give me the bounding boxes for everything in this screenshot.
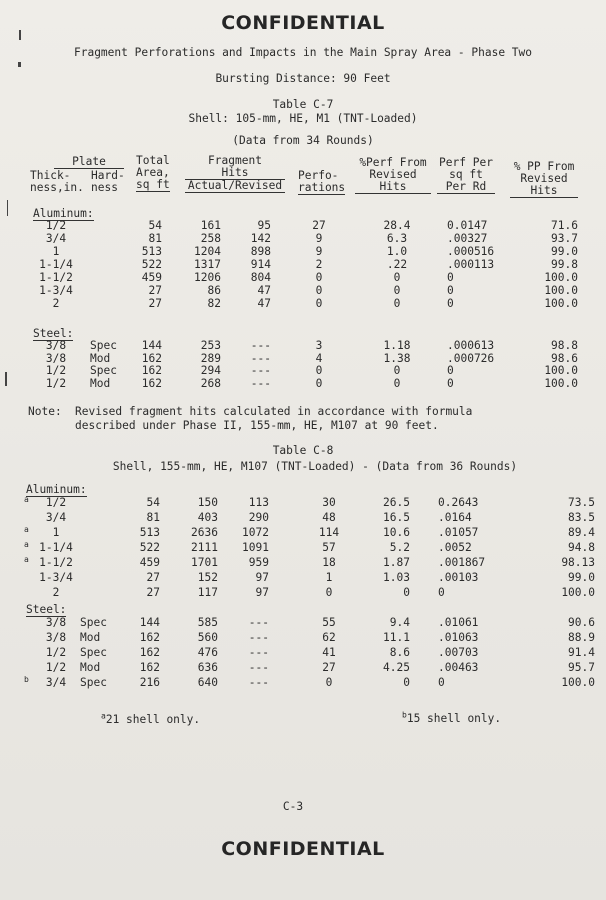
table-row [0,647,606,659]
table-c7-aluminum-label: Aluminum: [33,207,94,220]
percent-pp-cell: 89.4 [568,526,595,539]
actual-hits-cell: 1701 [191,556,218,569]
hardness-cell: Spec [90,364,117,377]
table-row [0,512,606,524]
area-cell: 27 [146,571,160,584]
actual-hits-cell: 640 [197,676,218,689]
area-cell: 162 [139,646,160,659]
perforations-cell: 0 [315,284,323,297]
percent-pp-cell: 83.5 [568,511,595,524]
revised-hits-cell: --- [248,661,269,674]
percent-perf-cell: 0 [393,297,401,310]
table-row [0,340,606,352]
footnote-mark: b [24,675,29,684]
thickness-cell: 2 [52,297,60,310]
percent-perf-cell: 5.2 [389,541,410,554]
hardness-cell: Spec [90,339,117,352]
table-row [0,259,606,271]
percent-pp-cell: 98.13 [561,556,595,569]
perforations-cell: 55 [322,616,336,629]
actual-hits-cell: 161 [200,219,221,232]
bursting-distance: Bursting Distance: 90 Feet [215,72,391,85]
thickness-cell: 1-1/2 [39,271,73,284]
revised-hits-cell: 290 [248,511,269,524]
perf-per-sqft-header: Perf Per sq ft Per Rd [437,157,495,194]
table-row [0,233,606,245]
thickness-cell: 1-3/4 [39,284,73,297]
note-line-2: described under Phase II, 155-mm, HE, M107 at 90 feet. [75,419,439,432]
percent-perf-cell: 1.38 [383,351,411,365]
revised-hits-cell: 47 [257,284,271,297]
page-number: C-3 [282,800,304,813]
actual-hits-cell: 268 [200,376,221,390]
table-row [0,220,606,232]
table-row [0,587,606,599]
table-row [0,365,606,377]
thickness-cell: 3/4 [45,232,67,245]
percent-perf-cell: 0 [393,284,401,297]
perforations-cell: 2 [315,258,323,271]
table-c7-shell: Shell: 105-mm, HE, M1 (TNT-Loaded) [188,112,418,125]
actual-hits-cell: 585 [197,616,218,629]
table-row [0,246,606,258]
revised-hits-cell: --- [250,339,271,352]
table-row [0,677,606,689]
revised-hits-cell: --- [248,631,269,644]
perf-per-sqft-cell: .00103 [438,571,479,584]
perforations-cell: 114 [318,526,340,539]
perforations-cell: 18 [322,556,336,569]
perforations-cell: 9 [315,245,323,258]
table-row [0,272,606,284]
perf-per-sqft-cell: .01061 [438,616,479,629]
area-cell: 162 [139,631,160,644]
percent-pp-cell: 100.0 [544,271,578,284]
thickness-header: Thick- ness,in. [30,169,84,194]
perf-per-sqft-cell: .000613 [447,339,495,352]
hardness-header: Hard- ness [91,169,125,194]
perf-per-sqft-cell: .000113 [447,258,495,271]
table-row [0,353,606,365]
perf-per-sqft-cell: 0 [447,364,454,377]
footnote-mark: a [24,540,29,549]
perforations-cell: 3 [315,339,323,352]
area-cell: 162 [141,364,162,377]
table-c8-name: Table C-8 [272,444,334,457]
area-cell: 81 [146,511,160,524]
area-cell: 216 [139,676,160,689]
perf-per-sqft-cell: .0164 [438,511,472,524]
thickness-cell: 1/2 [45,376,67,390]
thickness-cell: 1-1/4 [39,258,73,271]
area-cell: 513 [141,245,162,258]
thickness-cell: 2 [52,586,60,599]
perforations-cell: 57 [322,541,336,554]
revised-hits-cell: 914 [250,258,271,271]
percent-pp-header: % PP From Revised Hits [510,161,578,198]
area-cell: 27 [146,586,160,599]
perf-per-sqft-cell: .0052 [438,541,472,554]
table-c7-name: Table C-7 [272,98,334,111]
perf-per-sqft-cell: .00327 [447,232,488,245]
perf-per-sqft-cell: 0 [438,586,445,599]
fragment-hits-header: Fragment Hits Actual/Revised [185,155,285,193]
thickness-cell: 1-1/4 [39,541,73,554]
revised-hits-cell: 97 [255,571,269,584]
hardness-cell: Mod [90,351,111,365]
confidential-footer: CONFIDENTIAL [221,838,385,860]
percent-perf-cell: 9.4 [389,616,410,629]
hardness-cell: Spec [80,646,107,659]
hardness-cell: Spec [80,616,107,629]
perforations-cell: 41 [322,646,336,659]
footnote-a: $^a$21 shell only. [101,711,201,726]
area-cell: 522 [139,541,160,554]
actual-hits-cell: 289 [200,351,221,365]
confidential-header: CONFIDENTIAL [221,12,385,34]
perforations-cell: 62 [322,631,336,644]
percent-pp-cell: 88.9 [568,631,595,644]
actual-hits-cell: 403 [197,511,218,524]
perforations-cell: 9 [315,232,323,245]
percent-pp-cell: 100.0 [544,364,578,377]
actual-hits-cell: 253 [200,339,221,352]
percent-pp-cell: 100.0 [561,676,595,689]
perforations-cell: 0 [315,364,323,377]
percent-perf-cell: .22 [386,258,408,271]
thickness-cell: 1/2 [45,496,67,509]
revised-hits-cell: 142 [250,232,271,245]
thickness-cell: 3/8 [45,339,67,352]
percent-perf-cell: 8.6 [389,646,410,659]
note-line-1: Revised fragment hits calculated in accordance with formula [75,405,473,418]
area-cell: 162 [141,376,162,390]
percent-perf-cell: 0 [403,586,410,599]
revised-hits-cell: 804 [250,271,271,284]
percent-pp-cell: 99.0 [551,245,578,258]
percent-pp-cell: 99.0 [568,571,595,584]
area-cell: 144 [139,616,160,629]
perforations-cell: 27 [312,219,326,232]
actual-hits-cell: 82 [207,297,221,310]
plate-header: Plate [54,156,124,169]
percent-perf-cell: 28.4 [383,219,411,232]
document-title: Fragment Perforations and Impacts in the Main Spray Area - Phase Two [73,46,532,59]
area-cell: 27 [148,284,162,297]
revised-hits-cell: 959 [248,556,269,569]
percent-pp-cell: 91.4 [568,646,595,659]
percent-perf-header: %Perf From Revised Hits [355,157,431,194]
actual-hits-cell: 1204 [194,245,221,258]
percent-pp-cell: 93.7 [551,232,578,245]
binder-mark [7,200,8,216]
percent-perf-cell: 11.1 [383,631,410,644]
area-cell: 513 [139,526,160,539]
area-cell: 459 [139,556,160,569]
table-c8-aluminum-label: Aluminum: [26,483,87,496]
actual-hits-cell: 2111 [191,541,218,554]
perforations-cell: 27 [322,661,336,674]
footnote-b: $^b$15 shell only. [402,710,502,725]
table-row [0,497,606,509]
percent-perf-cell: 1.87 [383,556,410,569]
actual-hits-cell: 636 [197,661,218,674]
percent-perf-cell: 10.6 [383,526,410,539]
actual-hits-cell: 294 [200,364,221,377]
percent-pp-cell: 71.6 [551,219,578,232]
perforations-cell: 4 [315,351,323,365]
table-c8-steel-label: Steel: [26,603,67,616]
percent-pp-cell: 95.7 [568,661,595,674]
note-label: Note: [28,405,62,418]
actual-hits-cell: 86 [207,284,221,297]
table-row [0,527,606,539]
thickness-cell: 1 [52,245,60,258]
thickness-cell: 3/8 [45,616,67,629]
perf-per-sqft-cell: .001867 [438,556,486,569]
thickness-cell: 1 [52,526,60,539]
perforations-cell: 0 [325,586,333,599]
hardness-cell: Mod [80,661,101,674]
perf-per-sqft-cell: 0 [447,284,454,297]
area-cell: 81 [148,232,162,245]
area-cell: 162 [139,661,160,674]
hardness-cell: Mod [80,631,101,644]
table-c7-steel-label: Steel: [33,327,74,340]
actual-hits-cell: 258 [200,232,221,245]
percent-perf-cell: 26.5 [383,496,410,509]
thickness-cell: 1/2 [45,646,67,659]
perforations-cell: 0 [325,676,333,689]
actual-hits-cell: 150 [197,496,218,509]
perf-per-sqft-cell: 0 [438,676,445,689]
perf-per-sqft-cell: .01057 [438,526,479,539]
perf-per-sqft-cell: 0 [447,297,454,310]
perforations-cell: 0 [315,297,323,310]
table-row [0,632,606,644]
perf-per-sqft-cell: .000726 [447,351,495,365]
revised-hits-cell: 97 [255,586,269,599]
area-cell: 522 [141,258,162,271]
percent-pp-cell: 99.8 [551,258,578,271]
percent-perf-cell: 0 [393,271,401,284]
thickness-cell: 1/2 [45,661,67,674]
perforations-header: Perfo- rations [298,169,346,194]
table-row [0,617,606,629]
revised-hits-cell: 95 [257,219,271,232]
thickness-cell: 3/8 [45,631,67,644]
table-row [0,285,606,297]
perf-per-sqft-cell: 0.2643 [438,496,479,509]
revised-hits-cell: 47 [257,297,271,310]
table-c7-rounds: (Data from 34 Rounds) [232,134,374,147]
table-row [0,378,606,390]
perf-per-sqft-cell: 0.0147 [447,219,488,232]
revised-hits-cell: 1091 [242,541,269,554]
actual-hits-cell: 560 [197,631,218,644]
percent-pp-cell: 94.8 [568,541,595,554]
revised-hits-cell: 113 [248,496,269,509]
revised-hits-cell: --- [250,351,271,365]
area-cell: 54 [146,496,160,509]
perforations-cell: 30 [322,496,336,509]
perf-per-sqft-cell: .00703 [438,646,479,659]
footnote-mark: a [24,495,29,504]
thickness-cell: 3/8 [45,351,67,365]
binder-mark [18,62,21,67]
thickness-cell: 3/4 [45,676,67,689]
percent-perf-cell: 0 [393,364,401,377]
table-row [0,572,606,584]
percent-perf-cell: 0 [403,676,410,689]
actual-hits-cell: 152 [197,571,218,584]
percent-perf-cell: 16.5 [383,511,410,524]
thickness-cell: 1-3/4 [39,571,73,584]
perf-per-sqft-cell: .000516 [447,245,495,258]
thickness-cell: 3/4 [45,511,67,524]
perforations-cell: 0 [315,376,323,390]
perf-per-sqft-cell: 0 [447,271,454,284]
area-cell: 54 [148,219,162,232]
perf-per-sqft-cell: .00463 [438,661,479,674]
percent-pp-cell: 100.0 [544,284,578,297]
percent-perf-cell: 0 [393,376,401,390]
percent-pp-cell: 100.0 [561,586,595,599]
perf-per-sqft-cell: .01063 [438,631,479,644]
perf-per-sqft-cell: 0 [447,376,454,390]
table-row [0,298,606,310]
percent-perf-cell: 6.3 [386,232,408,245]
hardness-cell: Mod [90,376,111,390]
area-header: Total Area, sq ft [136,154,170,191]
percent-pp-cell: 90.6 [568,616,595,629]
footnote-mark: a [24,555,29,564]
area-cell: 162 [141,351,162,365]
actual-hits-cell: 1206 [194,271,221,284]
table-row [0,662,606,674]
revised-hits-cell: --- [248,646,269,659]
perforations-cell: 1 [325,571,333,584]
percent-pp-cell: 100.0 [544,297,578,310]
percent-pp-cell: 98.8 [551,339,578,352]
percent-perf-cell: 1.18 [383,339,411,352]
hardness-cell: Spec [80,676,107,689]
revised-hits-cell: --- [250,376,271,390]
actual-hits-cell: 476 [197,646,218,659]
area-cell: 27 [148,297,162,310]
area-cell: 459 [141,271,162,284]
revised-hits-cell: --- [248,616,269,629]
revised-hits-cell: --- [250,364,271,377]
table-row [0,557,606,569]
area-cell: 144 [141,339,162,352]
percent-pp-cell: 98.6 [551,351,578,365]
percent-pp-cell: 73.5 [568,496,595,509]
percent-pp-cell: 100.0 [544,376,578,390]
footnote-mark: a [24,525,29,534]
thickness-cell: 1/2 [45,219,67,232]
actual-hits-cell: 2636 [191,526,218,539]
table-row [0,542,606,554]
actual-hits-cell: 1317 [194,258,221,271]
percent-perf-cell: 1.0 [386,245,408,258]
thickness-cell: 1/2 [45,364,67,377]
thickness-cell: 1-1/2 [39,556,73,569]
revised-hits-cell: --- [248,676,269,689]
percent-perf-cell: 4.25 [383,661,410,674]
table-c8-shell: Shell, 155-mm, HE, M107 (TNT-Loaded) - (Data from 36 Rounds) [112,460,518,473]
actual-hits-cell: 117 [197,586,218,599]
revised-hits-cell: 898 [250,245,271,258]
perforations-cell: 48 [322,511,336,524]
perforations-cell: 0 [315,271,323,284]
percent-perf-cell: 1.03 [383,571,410,584]
revised-hits-cell: 1072 [242,526,269,539]
